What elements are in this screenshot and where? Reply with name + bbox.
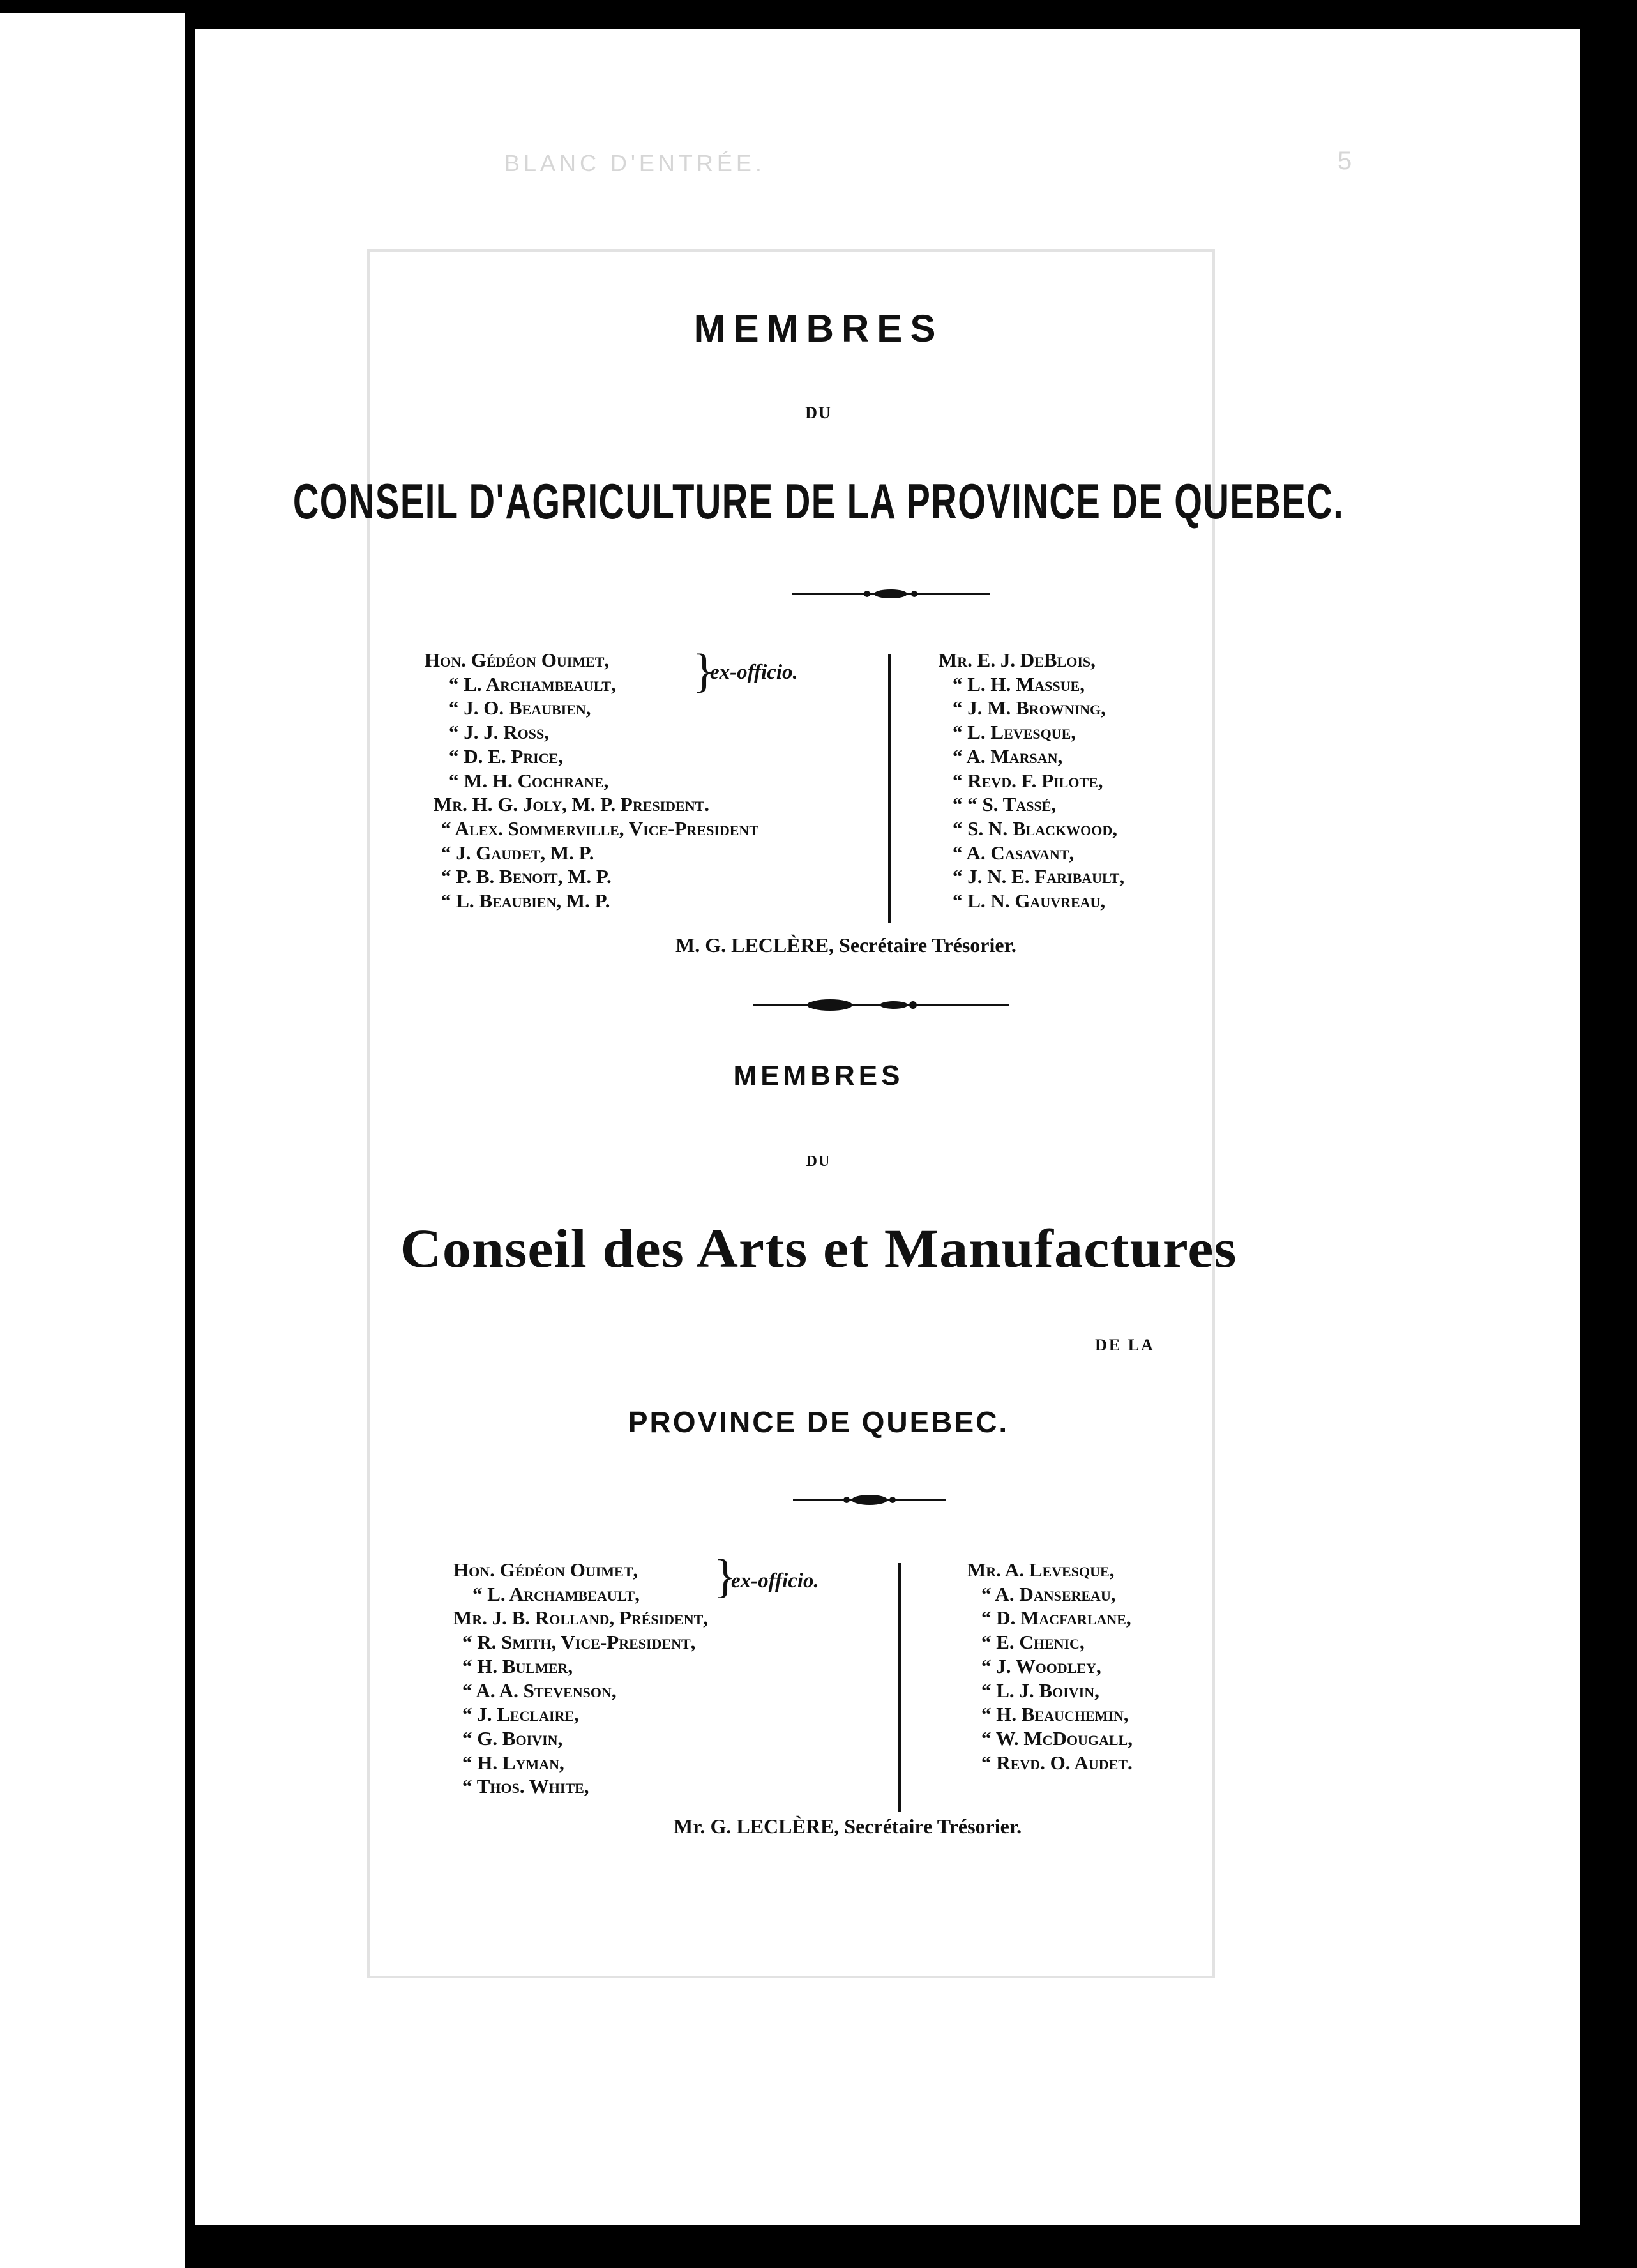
section2-left-column	[453, 1558, 708, 1799]
ornament-divider-1	[792, 584, 990, 603]
member-name: “ A. Casavant,	[953, 841, 1075, 864]
page-number: 5	[1338, 147, 1352, 175]
member-name: Mr. A. Levesque,	[967, 1559, 1115, 1581]
section2-right-column	[967, 1558, 1133, 1774]
member-name: “ A. A. Stevenson,	[462, 1679, 617, 1702]
member-name: “ L. Levesque,	[953, 721, 1076, 744]
member-name: “ R. Smith, Vice-President,	[462, 1631, 696, 1654]
member-name: Hon. Gédéon Ouimet,	[425, 649, 610, 671]
section2-de-la: DE LA	[1095, 1336, 1155, 1354]
member-name: “ L. N. Gauvreau,	[953, 889, 1106, 912]
member-name: “ G. Boivin,	[462, 1727, 563, 1750]
member-name: “ Alex. Sommerville, Vice-President	[441, 817, 758, 840]
member-name: “ L. J. Boivin,	[981, 1679, 1099, 1702]
brace-2: }	[714, 1550, 737, 1603]
member-name: Mr. E. J. DeBlois,	[939, 649, 1096, 671]
member-name: “ J. Gaudet, M. P.	[441, 841, 594, 864]
member-name: “ D. E. Price,	[449, 745, 564, 767]
member-name: “ J. M. Browning,	[953, 697, 1106, 720]
member-name: “ A. Marsan,	[953, 745, 1063, 767]
member-name: “ L. Archambeault,	[472, 1582, 640, 1605]
member-name: “ H. Lyman,	[462, 1751, 564, 1774]
section2-title: Conseil des Arts et Manufactures	[400, 1218, 1237, 1279]
ornament-divider-2	[753, 994, 1009, 1017]
member-name: “ H. Bulmer,	[462, 1654, 573, 1677]
member-name: “ Revd. O. Audet.	[981, 1751, 1133, 1774]
member-name: “ M. H. Cochrane,	[449, 769, 609, 792]
member-name: “ L. H. Massue,	[953, 672, 1085, 695]
section2-secretary: Mr. G. LECLÈRE, Secrétaire Trésorier.	[674, 1815, 1022, 1838]
section1-heading: MEMBRES	[693, 307, 944, 350]
section1-secretary: M. G. LECLÈRE, Secrétaire Trésorier.	[675, 934, 1016, 956]
member-name: “ E. Chenic,	[981, 1631, 1085, 1654]
section1-du: DU	[805, 404, 832, 422]
member-name: “ J. O. Beaubien,	[449, 697, 591, 720]
member-name: “ L. Beaubien, M. P.	[441, 889, 610, 912]
section1-title: CONSEIL D'AGRICULTURE DE LA PROVINCE DE QUEBEC.	[292, 473, 1345, 529]
column-divider-1	[888, 654, 891, 923]
member-name: “ P. B. Benoit, M. P.	[441, 865, 612, 888]
member-name: “ A. Dansereau,	[981, 1582, 1116, 1605]
column-divider-2	[898, 1563, 901, 1812]
ex-officio-2: ex-officio.	[731, 1569, 819, 1592]
member-name: “ S. N. Blackwood,	[953, 817, 1117, 840]
ornament-divider-3	[793, 1490, 946, 1509]
member-name: “ W. McDougall,	[981, 1727, 1133, 1750]
facing-page-edge	[0, 13, 185, 2268]
member-name: “ J. N. E. Faribault,	[953, 865, 1125, 888]
section2-du: DU	[806, 1153, 831, 1170]
member-name: “ H. Beauchemin,	[981, 1703, 1129, 1726]
member-name: “ J. Leclaire,	[462, 1703, 579, 1726]
member-name: “ “ S. Tassé,	[953, 793, 1057, 816]
ex-officio-1: ex-officio.	[710, 661, 798, 684]
member-name: “ Revd. F. Pilote,	[953, 769, 1103, 792]
running-header: BLANC D'ENTRÉE.	[504, 150, 766, 176]
section2-heading: MEMBRES	[733, 1060, 904, 1091]
member-name: “ Thos. White,	[462, 1775, 589, 1798]
member-name: “ D. Macfarlane,	[981, 1606, 1131, 1629]
member-name: Mr. J. B. Rolland, Président,	[453, 1606, 709, 1629]
member-name: “ J. J. Ross,	[449, 721, 549, 744]
section2-province: PROVINCE DE QUEBEC.	[628, 1405, 1009, 1439]
member-name: Hon. Gédéon Ouimet,	[453, 1559, 638, 1581]
section1-right-column	[939, 648, 1124, 913]
member-name: “ J. Woodley,	[981, 1654, 1101, 1677]
member-name: “ L. Archambeault,	[449, 672, 616, 695]
brace-1: }	[693, 645, 716, 697]
member-name: Mr. H. G. Joly, M. P. President.	[434, 793, 710, 816]
